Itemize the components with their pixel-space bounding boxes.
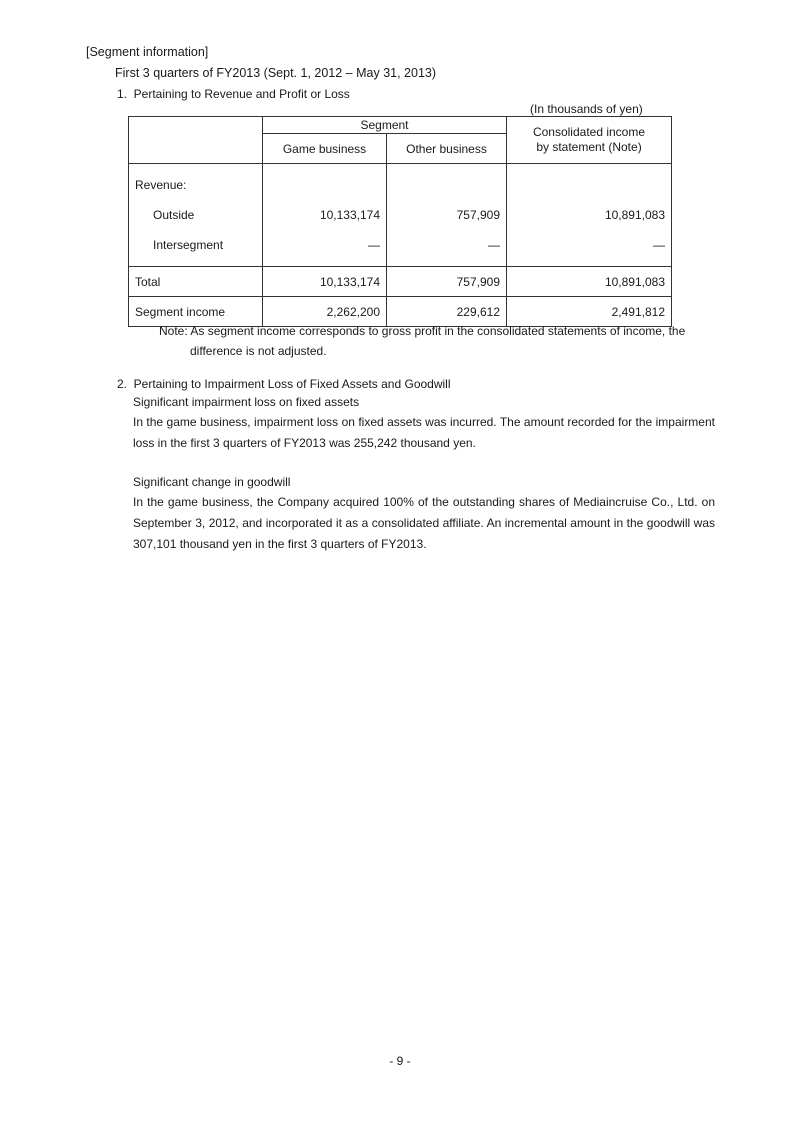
game-business-header: Game business <box>263 134 387 164</box>
page-number: - 9 - <box>389 1054 411 1068</box>
cell: 2,491,812 <box>507 297 672 327</box>
cell: — <box>488 238 500 252</box>
cell: 229,612 <box>387 297 507 327</box>
goodwill-text: In the game business, the Company acquired 100% of the outstanding shares of Mediaincruise Co., Ltd. on September 3, 2012, and incorporated it as a consolidated affiliate. An incremental amount in the goodwill was 307,101 thousand yen in the first 3 quarters of FY2013. <box>133 495 715 551</box>
unit-label: (In thousands of yen) <box>530 102 643 116</box>
segment-header: Segment <box>263 117 507 134</box>
cell: 10,133,174 <box>319 208 380 222</box>
period-heading: First 3 quarters of FY2013 (Sept. 1, 2012 – May 31, 2013) <box>115 66 437 80</box>
cell: 757,909 <box>387 267 507 297</box>
segment-table <box>128 116 672 327</box>
cell: 10,891,083 <box>507 267 672 297</box>
table-row <box>129 164 672 267</box>
cell: — <box>368 238 380 252</box>
impairment-text: In the game business, impairment loss on fixed assets was incurred. The amount recorded for the impairment loss in the first 3 quarters of FY2013 was 255,242 thousand yen. <box>133 415 715 450</box>
table-row <box>129 267 672 297</box>
row-label: Segment income <box>129 297 263 327</box>
goodwill-subtitle: Significant change in goodwill <box>133 475 291 489</box>
section2-title: 2. Pertaining to Impairment Loss of Fixed Assets and Goodwill <box>117 377 451 391</box>
cell: 2,262,200 <box>263 297 387 327</box>
table-note: Note: As segment income corresponds to gross profit in the consolidated statements of income, the difference is not adjusted. <box>159 324 686 358</box>
cell: — <box>653 238 665 252</box>
section1-title: 1. Pertaining to Revenue and Profit or Loss <box>117 87 350 101</box>
revenue-label: Revenue: <box>135 178 187 192</box>
cell: 10,891,083 <box>604 208 665 222</box>
other-business-header: Other business <box>387 134 507 164</box>
impairment-subtitle: Significant impairment loss on fixed assets <box>133 395 360 409</box>
row-label: Intersegment <box>153 238 224 252</box>
consolidated-header: Consolidated income by statement (Note) <box>507 117 672 164</box>
row-label: Total <box>129 267 263 297</box>
cell: 10,133,174 <box>263 267 387 297</box>
cell: 757,909 <box>456 208 500 222</box>
header-blank <box>129 117 263 164</box>
row-label: Outside <box>153 208 195 222</box>
section-heading: [Segment information] <box>86 45 209 59</box>
